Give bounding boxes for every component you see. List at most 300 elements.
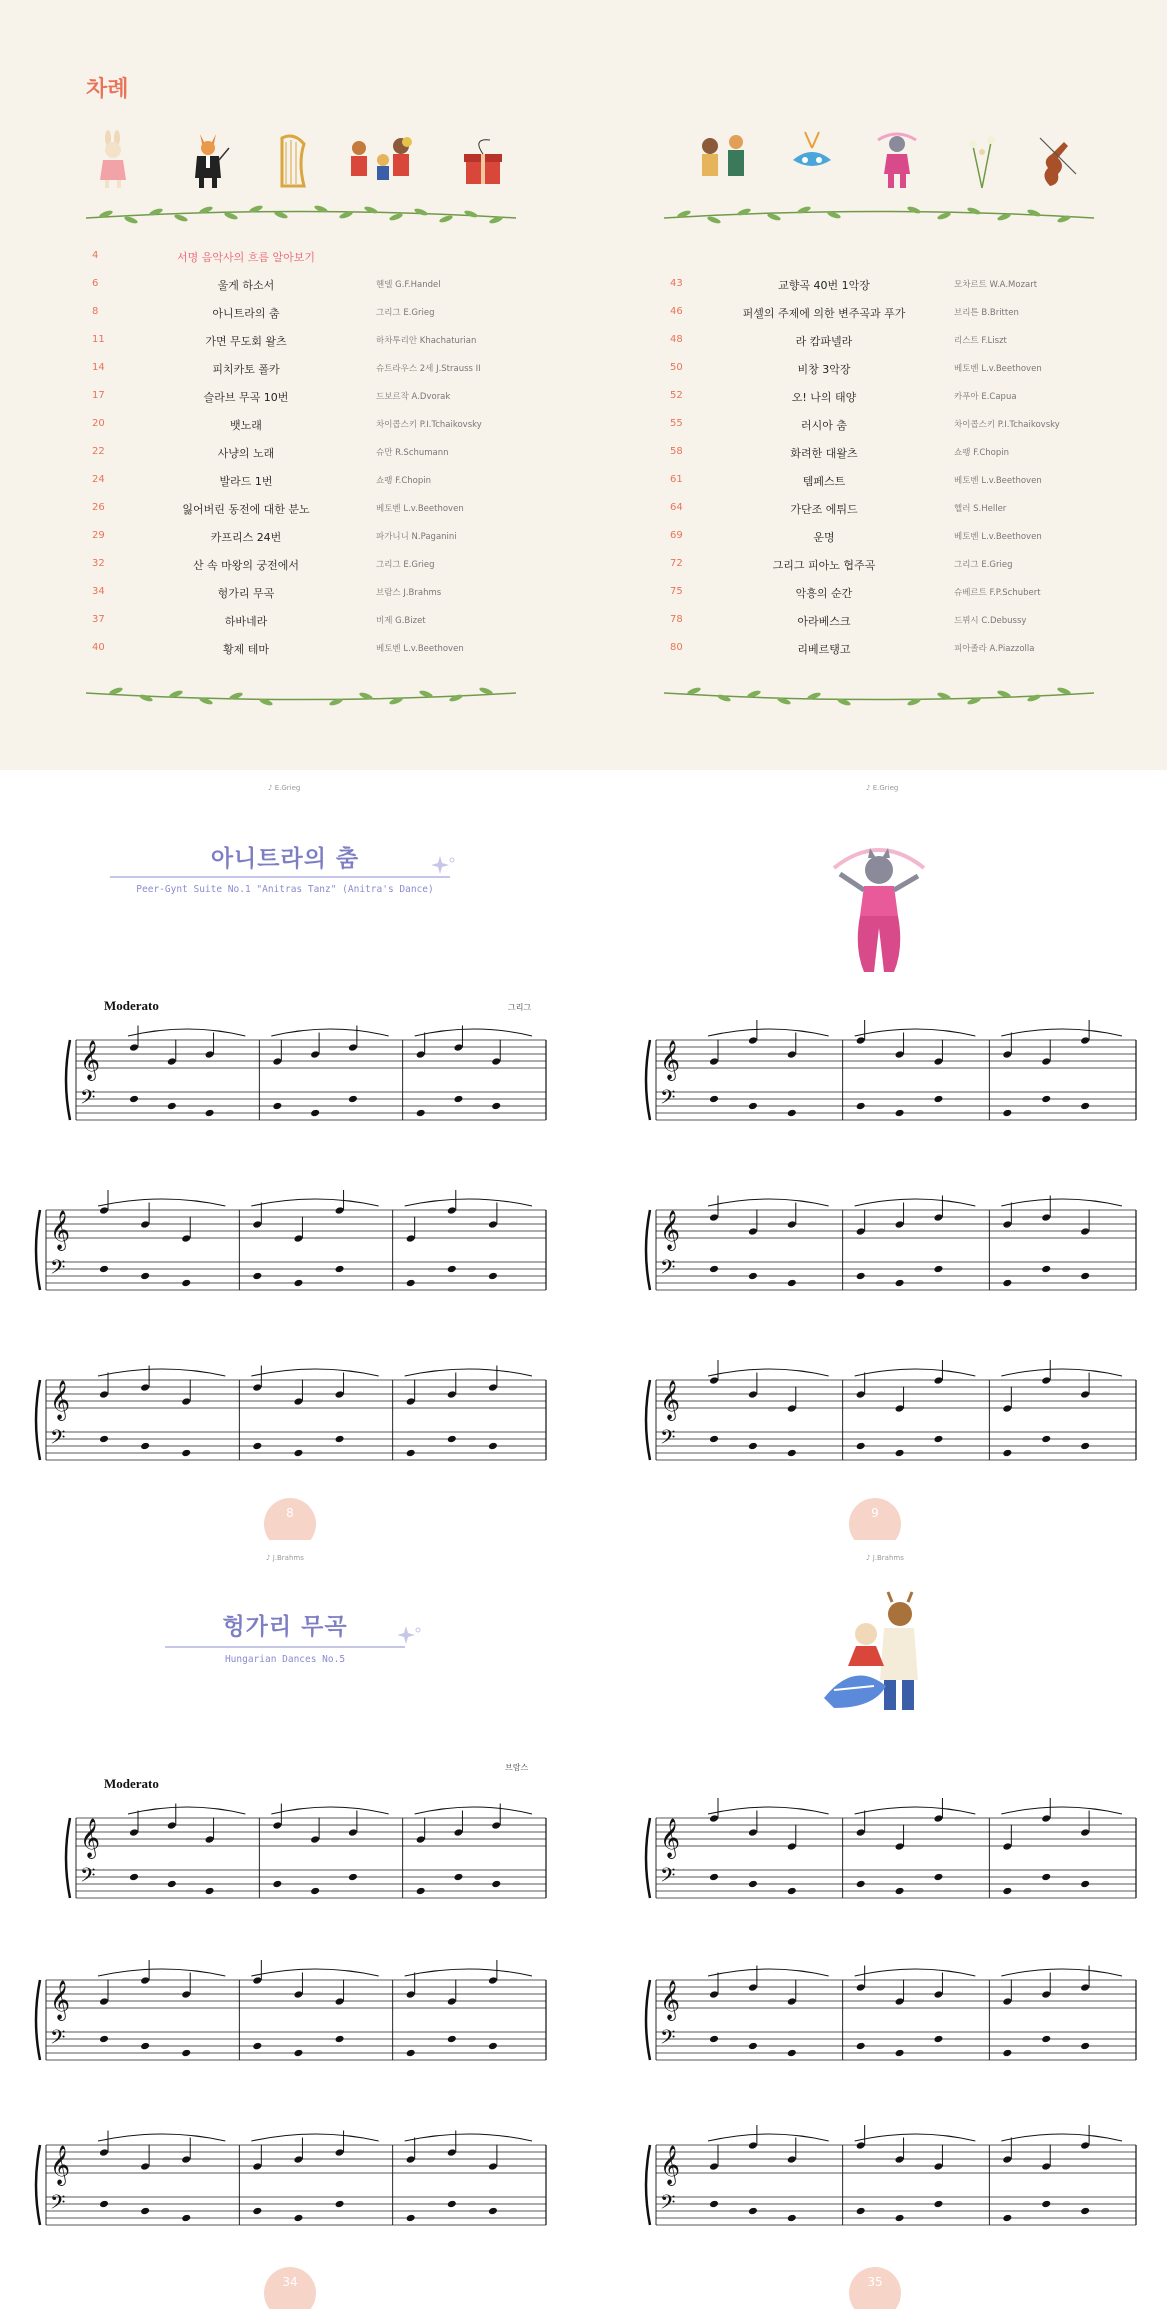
- notehead: [709, 1213, 719, 1222]
- toc-entry[interactable]: 75 악흥의 순간 슈베르트 F.P.Schubert: [670, 586, 1041, 600]
- toc-entry[interactable]: 11 가면 무도회 왈츠 하차투리안 Khachaturian: [92, 334, 477, 348]
- tempo-marking: Moderato: [104, 998, 159, 1013]
- notehead: [416, 1050, 426, 1059]
- notehead: [335, 1435, 345, 1444]
- notehead: [748, 1442, 758, 1451]
- notehead: [181, 2214, 191, 2223]
- music-system: [60, 1798, 550, 1908]
- notehead: [1041, 2035, 1051, 2044]
- notehead: [1041, 1057, 1051, 1066]
- toc-entry[interactable]: 64 가단조 에튀드 헬러 S.Heller: [670, 502, 1007, 516]
- slur: [708, 1969, 829, 1976]
- notehead: [181, 1449, 191, 1458]
- toc-entry[interactable]: 55 러시아 춤 차이콥스키 P.I.Tchaikovsky: [670, 418, 1060, 432]
- toc-entry[interactable]: 24 발라드 1번 쇼팽 F.Chopin: [92, 474, 432, 488]
- notehead: [1041, 1213, 1051, 1222]
- slur: [251, 1969, 378, 1976]
- notehead: [1002, 1109, 1012, 1118]
- notehead: [447, 1435, 457, 1444]
- notehead: [167, 1821, 177, 1830]
- harp-illustration: [270, 130, 316, 190]
- song-subtitle: Hungarian Dances No.5: [224, 1654, 346, 1665]
- notehead: [933, 1376, 943, 1385]
- notehead: [856, 1442, 866, 1451]
- notehead: [335, 2200, 345, 2209]
- notehead: [488, 1442, 498, 1451]
- notehead: [181, 1990, 191, 1999]
- slur: [855, 1807, 976, 1814]
- notehead: [406, 1234, 416, 1243]
- notehead: [252, 1220, 262, 1229]
- staff-brace: [646, 1040, 650, 1120]
- notehead: [140, 2162, 150, 2171]
- slur: [855, 1029, 976, 1036]
- music-system: [640, 1360, 1140, 1470]
- notehead: [453, 1095, 463, 1104]
- treble-clef-icon: 𝄞: [50, 1380, 71, 1420]
- toc-entry[interactable]: 61 템페스트 베토벤 L.v.Beethoven: [670, 474, 1042, 488]
- music-system: [60, 1020, 550, 1130]
- notehead: [895, 1404, 905, 1413]
- notehead: [709, 1057, 719, 1066]
- notehead: [181, 2155, 191, 2164]
- notehead: [447, 2035, 457, 2044]
- staff-brace: [646, 1380, 650, 1460]
- toc-entry[interactable]: 78 아라베스크 드뷔시 C.Debussy: [670, 614, 1027, 628]
- notehead: [1002, 1997, 1012, 2006]
- notehead: [99, 2148, 109, 2157]
- flowers-illustration: [959, 130, 1005, 190]
- notehead: [181, 1234, 191, 1243]
- notehead: [787, 1887, 797, 1896]
- notehead: [787, 1997, 797, 2006]
- treble-clef-icon: 𝄞: [80, 1040, 101, 1080]
- notehead: [1002, 2155, 1012, 2164]
- notehead: [1041, 1814, 1051, 1823]
- treble-clef-icon: 𝄞: [660, 1040, 681, 1080]
- slur: [1001, 1199, 1122, 1206]
- page-number: 34: [264, 2267, 316, 2309]
- treble-clef-icon: 𝄞: [80, 1818, 101, 1858]
- notehead: [491, 1102, 501, 1111]
- notehead: [293, 2155, 303, 2164]
- notehead: [895, 1220, 905, 1229]
- slur: [855, 1199, 976, 1206]
- notehead: [293, 1234, 303, 1243]
- notehead: [895, 1279, 905, 1288]
- notehead: [488, 1383, 498, 1392]
- anitra-spread: [0, 770, 1167, 1540]
- vine-divider-bottom-right: [664, 680, 1094, 706]
- toc-entry[interactable]: 8 아니트라의 춤 그리그 E.Grieg: [92, 306, 435, 320]
- notehead: [895, 1109, 905, 1118]
- toc-entry[interactable]: 37 하바네라 비제 G.Bizet: [92, 614, 426, 628]
- toc-entry[interactable]: 46 퍼셀의 주제에 의한 변주곡과 푸가 브리튼 B.Britten: [670, 306, 1019, 320]
- toc-entry[interactable]: 20 뱃노래 차이콥스키 P.I.Tchaikovsky: [92, 418, 482, 432]
- toc-left-page: [0, 0, 583, 770]
- notehead: [709, 1095, 719, 1104]
- notehead: [416, 1887, 426, 1896]
- notehead: [167, 1057, 177, 1066]
- notehead: [895, 1887, 905, 1896]
- music-system: [30, 1360, 550, 1470]
- slur: [98, 1369, 225, 1376]
- notehead: [787, 2049, 797, 2058]
- notehead: [856, 1880, 866, 1889]
- notehead: [348, 1095, 358, 1104]
- music-system: [640, 1798, 1140, 1908]
- notehead: [1080, 1828, 1090, 1837]
- notehead: [140, 1976, 150, 1985]
- notehead: [1080, 1272, 1090, 1281]
- notehead: [447, 1390, 457, 1399]
- notehead: [709, 1873, 719, 1882]
- notehead: [1041, 1376, 1051, 1385]
- eighth-note-icon: ♪: [268, 784, 273, 792]
- toc-entry[interactable]: 32 산 속 마왕의 궁전에서 그리그 E.Grieg: [92, 558, 435, 572]
- running-head: ♪ E.Grieg: [866, 784, 899, 792]
- slur: [708, 1199, 829, 1206]
- notehead: [1080, 2207, 1090, 2216]
- bass-clef-icon: 𝄢: [80, 1085, 96, 1114]
- notehead: [310, 1835, 320, 1844]
- notehead: [748, 1036, 758, 1045]
- slur: [855, 1969, 976, 1976]
- notehead: [99, 1435, 109, 1444]
- slur: [708, 1029, 829, 1036]
- slur: [98, 1969, 225, 1976]
- toc-spread: [0, 0, 1167, 770]
- notehead: [310, 1050, 320, 1059]
- notehead: [491, 1880, 501, 1889]
- anitra-right-page: [584, 770, 1167, 1540]
- staff-brace: [36, 1210, 40, 1290]
- notehead: [406, 2049, 416, 2058]
- notehead: [856, 1390, 866, 1399]
- notehead: [129, 1043, 139, 1052]
- tempo-marking: Moderato: [104, 1776, 159, 1791]
- notehead: [99, 1390, 109, 1399]
- notehead: [933, 1057, 943, 1066]
- slur: [98, 1199, 225, 1206]
- notehead: [416, 1109, 426, 1118]
- vine-divider-top-left: [86, 205, 516, 231]
- notehead: [933, 1814, 943, 1823]
- notehead: [1002, 2049, 1012, 2058]
- notehead: [1002, 1404, 1012, 1413]
- treble-clef-icon: 𝄞: [660, 1818, 681, 1858]
- notehead: [140, 1383, 150, 1392]
- notehead: [335, 1206, 345, 1215]
- bass-clef-icon: 𝄢: [660, 1085, 676, 1114]
- notehead: [787, 1449, 797, 1458]
- notehead: [129, 1873, 139, 1882]
- notehead: [181, 1397, 191, 1406]
- notehead: [140, 1272, 150, 1281]
- notehead: [205, 1887, 215, 1896]
- toc-entry[interactable]: 34 헝가리 무곡 브람스 J.Brahms: [92, 586, 442, 600]
- toc-entry[interactable]: 58 화려한 대왈츠 쇼팽 F.Chopin: [670, 446, 1010, 460]
- treble-clef-icon: 𝄞: [660, 1980, 681, 2020]
- notehead: [140, 1220, 150, 1229]
- notehead: [748, 1880, 758, 1889]
- notehead: [1080, 1227, 1090, 1236]
- notehead: [856, 1983, 866, 1992]
- notehead: [709, 1376, 719, 1385]
- notehead: [488, 2162, 498, 2171]
- toc-entry[interactable]: 69 운명 베토벤 L.v.Beethoven: [670, 530, 1042, 544]
- toc-illustrations-left: [90, 130, 543, 200]
- notehead: [933, 1435, 943, 1444]
- eighth-note-icon: ♪: [866, 784, 871, 792]
- notehead: [252, 2162, 262, 2171]
- notehead: [293, 2049, 303, 2058]
- notehead: [748, 1102, 758, 1111]
- notehead: [1002, 1887, 1012, 1896]
- notehead: [1041, 1435, 1051, 1444]
- slur: [251, 1199, 378, 1206]
- notehead: [748, 2141, 758, 2150]
- song-title: 헝가리 무곡: [222, 1614, 348, 1640]
- toc-illustrations-right: [694, 130, 1127, 200]
- toc-entry[interactable]: 40 황제 테마 베토벤 L.v.Beethoven: [92, 642, 464, 656]
- notehead: [709, 1435, 719, 1444]
- notehead: [709, 1814, 719, 1823]
- notehead: [933, 1265, 943, 1274]
- notehead: [416, 1835, 426, 1844]
- slur: [405, 1369, 532, 1376]
- notehead: [895, 1449, 905, 1458]
- slur: [708, 1369, 829, 1376]
- notehead: [140, 2207, 150, 2216]
- treble-clef-icon: 𝄞: [660, 1210, 681, 1250]
- notehead: [453, 1828, 463, 1837]
- slur: [251, 1369, 378, 1376]
- notehead: [252, 1442, 262, 1451]
- slur: [128, 1029, 245, 1036]
- notehead: [1080, 1036, 1090, 1045]
- music-system: [640, 1190, 1140, 1300]
- notehead: [1080, 1390, 1090, 1399]
- slur: [855, 2134, 976, 2141]
- hungarian-right-page: [584, 1540, 1167, 2309]
- staff-brace: [646, 2145, 650, 2225]
- notehead: [933, 1213, 943, 1222]
- notehead: [856, 1036, 866, 1045]
- fox-conductor-illustration: [185, 130, 231, 190]
- notehead: [335, 1265, 345, 1274]
- notehead: [488, 1272, 498, 1281]
- notehead: [488, 1976, 498, 1985]
- title-underline: [110, 876, 450, 878]
- notehead: [252, 1383, 262, 1392]
- slur: [1001, 1029, 1122, 1036]
- page-number: 35: [849, 2267, 901, 2309]
- running-head: ♪ J.Brahms: [866, 1554, 904, 1562]
- notehead: [1002, 2214, 1012, 2223]
- notehead: [748, 2042, 758, 2051]
- notehead: [895, 1842, 905, 1851]
- notehead: [205, 1109, 215, 1118]
- notehead: [933, 2162, 943, 2171]
- music-system: [30, 1960, 550, 2070]
- notehead: [1002, 1449, 1012, 1458]
- notehead: [933, 2035, 943, 2044]
- notehead: [348, 1828, 358, 1837]
- toc-entry[interactable]: 72 그리그 피아노 협주곡 그리그 E.Grieg: [670, 558, 1013, 572]
- toc-entry[interactable]: 14 피치카토 폴카 슈트라우스 2세 J.Strauss II: [92, 362, 481, 376]
- notehead: [488, 1220, 498, 1229]
- notehead: [129, 1095, 139, 1104]
- notehead: [167, 1880, 177, 1889]
- toc-entry[interactable]: 80 리베르탱고 피아졸라 A.Piazzolla: [670, 642, 1035, 656]
- slur: [415, 1807, 532, 1814]
- notehead: [856, 2141, 866, 2150]
- staff-brace: [66, 1818, 70, 1898]
- music-system: [30, 1190, 550, 1300]
- slur: [1001, 1369, 1122, 1376]
- staff-brace: [66, 1040, 70, 1120]
- toc-entry[interactable]: 52 오! 나의 태양 카푸아 E.Capua: [670, 390, 1017, 404]
- toc-entry[interactable]: 50 비창 3악장 베토벤 L.v.Beethoven: [670, 362, 1042, 376]
- notehead: [406, 2155, 416, 2164]
- notehead: [335, 1997, 345, 2006]
- slur: [1001, 1969, 1122, 1976]
- notehead: [181, 2049, 191, 2058]
- bass-clef-icon: 𝄢: [660, 1425, 676, 1454]
- notehead: [709, 1990, 719, 1999]
- notehead: [1002, 1220, 1012, 1229]
- bass-clef-icon: 𝄢: [80, 1863, 96, 1892]
- gift-box-illustration: [460, 130, 506, 190]
- notehead: [167, 1102, 177, 1111]
- slur: [1001, 1807, 1122, 1814]
- toc-entry[interactable]: 43 교향곡 40번 1악장 모차르트 W.A.Mozart: [670, 278, 1038, 292]
- page-number: 8: [264, 1498, 316, 1550]
- notehead: [787, 1109, 797, 1118]
- toc-entry[interactable]: 4 서명 음악사의 흐름 알아보기: [92, 250, 315, 264]
- slur: [708, 1807, 829, 1814]
- staff-brace: [36, 1380, 40, 1460]
- slur: [128, 1807, 245, 1814]
- notehead: [856, 1272, 866, 1281]
- slur: [855, 1369, 976, 1376]
- notehead: [252, 2042, 262, 2051]
- notehead: [272, 1880, 282, 1889]
- running-head: ♪ J.Brahms: [266, 1554, 304, 1562]
- music-system: [640, 1960, 1140, 2070]
- notehead: [293, 1397, 303, 1406]
- notehead: [205, 1835, 215, 1844]
- cat-dancer-illustration: [824, 838, 934, 978]
- notehead: [272, 1102, 282, 1111]
- notehead: [787, 1279, 797, 1288]
- notehead: [293, 1449, 303, 1458]
- toc-right-page: [584, 0, 1167, 770]
- notehead: [99, 1206, 109, 1215]
- treble-clef-icon: 𝄞: [50, 2145, 71, 2185]
- composer-credit: 그리그: [508, 1003, 532, 1012]
- toc-entry[interactable]: 48 라 캄파넬라 리스트 F.Liszt: [670, 334, 1007, 348]
- bass-clef-icon: 𝄢: [660, 2025, 676, 2054]
- notehead: [453, 1873, 463, 1882]
- notehead: [1041, 1265, 1051, 1274]
- notehead: [787, 2214, 797, 2223]
- music-system: [640, 1020, 1140, 1130]
- notehead: [933, 1095, 943, 1104]
- notehead: [335, 1390, 345, 1399]
- notehead: [856, 1828, 866, 1837]
- notehead: [447, 1997, 457, 2006]
- notehead: [748, 1390, 758, 1399]
- notehead: [787, 1842, 797, 1851]
- staff-brace: [646, 1818, 650, 1898]
- toc-entry[interactable]: 22 사냥의 노래 슈만 R.Schumann: [92, 446, 449, 460]
- notehead: [129, 1828, 139, 1837]
- notehead: [406, 1279, 416, 1288]
- treble-clef-icon: 𝄞: [50, 1980, 71, 2020]
- staff-brace: [646, 1980, 650, 2060]
- slur: [405, 1199, 532, 1206]
- hungarian-left-page: [0, 1540, 583, 2309]
- bass-clef-icon: 𝄢: [50, 2190, 66, 2219]
- toc-list-right: [664, 272, 1094, 664]
- slur: [271, 1029, 388, 1036]
- notehead: [406, 2214, 416, 2223]
- slur: [251, 2134, 378, 2141]
- notehead: [1002, 1842, 1012, 1851]
- notehead: [895, 1997, 905, 2006]
- notehead: [856, 2042, 866, 2051]
- slur: [415, 1029, 532, 1036]
- slur: [405, 1969, 532, 1976]
- music-system: [30, 2125, 550, 2235]
- animal-band-illustration: [345, 130, 415, 190]
- bass-clef-icon: 𝄢: [660, 1255, 676, 1284]
- staff-brace: [646, 1210, 650, 1290]
- notehead: [933, 1990, 943, 1999]
- toc-entry[interactable]: 6 울게 하소서 헨델 G.F.Handel: [92, 278, 441, 292]
- notehead: [181, 1279, 191, 1288]
- running-head: ♪ E.Grieg: [268, 784, 301, 792]
- notehead: [252, 1976, 262, 1985]
- bass-clef-icon: 𝄢: [50, 1255, 66, 1284]
- toc-entry[interactable]: 17 슬라브 무곡 10번 드보르작 A.Dvorak: [92, 390, 451, 404]
- title-underline: [165, 1646, 405, 1648]
- notehead: [447, 1265, 457, 1274]
- notehead: [748, 2207, 758, 2216]
- notehead: [856, 1102, 866, 1111]
- toc-title: 차례: [86, 77, 129, 102]
- staff-brace: [36, 1980, 40, 2060]
- song-subtitle: Peer-Gynt Suite No.1 "Anitras Tanz" (Anitra's Dance): [136, 884, 434, 895]
- toc-entry[interactable]: 29 카프리스 24번 파가니니 N.Paganini: [92, 530, 457, 544]
- notehead: [856, 2207, 866, 2216]
- notehead: [1080, 1442, 1090, 1451]
- notehead: [272, 1821, 282, 1830]
- notehead: [447, 2200, 457, 2209]
- treble-clef-icon: 𝄞: [660, 2145, 681, 2185]
- vine-divider-top-right: [664, 205, 1094, 231]
- notehead: [140, 1442, 150, 1451]
- notehead: [748, 1227, 758, 1236]
- notehead: [1002, 1050, 1012, 1059]
- notehead: [491, 1057, 501, 1066]
- notehead: [406, 1449, 416, 1458]
- notehead: [1041, 1873, 1051, 1882]
- toc-entry[interactable]: 26 잃어버린 동전에 대한 분노 베토벤 L.v.Beethoven: [92, 502, 464, 516]
- notehead: [1080, 1102, 1090, 1111]
